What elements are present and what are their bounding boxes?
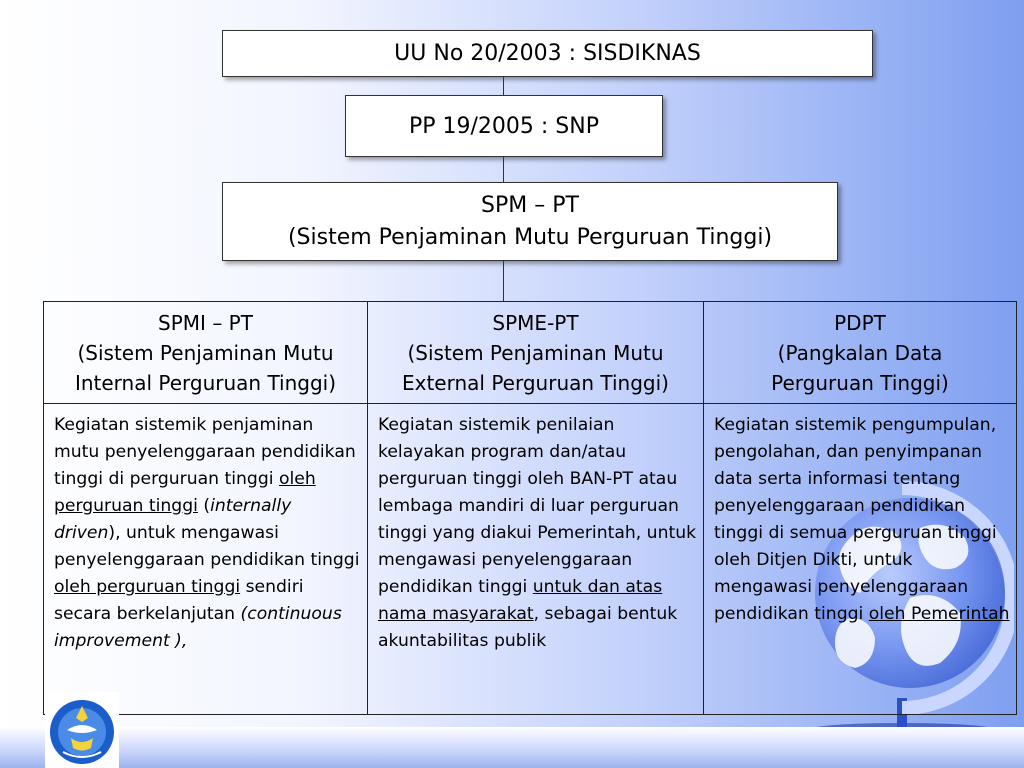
body-pdpt: Kegiatan sistemik pengumpulan, pengolahan, dan penyimpanan data serta informasi tentang penyelenggaraan pendidikan tinggi di semua perguruan tinggi oleh Ditjen Dikti, untuk mengawasi penyelenggaraan pendidikan tinggi oleh Pemerintah	[704, 404, 1017, 715]
body-spme: Kegiatan sistemik penilaian kelayakan program dan/atau perguruan tinggi oleh BAN-PT atau lembaga mandiri di luar perguruan tinggi yang diakui Pemerintah, untuk mengawasi penyelenggaraan pendidikan tinggi untuk dan atas nama masyarakat, sebagai bentuk akuntabilitas publik	[368, 404, 704, 715]
regulation-box	[345, 95, 663, 157]
table-body-row	[44, 404, 1017, 715]
connector-system-table	[503, 260, 504, 301]
header-pdpt: PDPT (Pangkalan Data Perguruan Tinggi)	[704, 302, 1017, 404]
header-spme: SPME-PT (Sistem Penjaminan Mutu External Perguruan Tinggi)	[368, 302, 704, 404]
regulation-label: PP 19/2005 : SNP	[408, 113, 599, 139]
law-label: UU No 20/2003 : SISDIKNAS	[394, 41, 701, 66]
law-box	[222, 30, 873, 77]
connector-law-regulation	[503, 76, 504, 95]
footer-bar	[0, 727, 1024, 768]
body-spmi: Kegiatan sistemik penjaminan mutu penyelenggaraan pendidikan tinggi di perguruan tinggi oleh perguruan tinggi (internally driven), untuk mengawasi penyelenggaraan pendidikan tinggi oleh perguruan tinggi sendiri secara berkelanjutan (continuous improvement ),	[44, 404, 368, 715]
tut-wuri-handayani-logo-icon	[45, 692, 119, 768]
components-table	[43, 301, 1017, 715]
system-subtitle: (Sistem Penjaminan Mutu Perguruan Tinggi)	[287, 224, 773, 250]
system-title: SPM – PT	[481, 192, 579, 218]
table-header-row	[44, 302, 1017, 404]
connector-regulation-system	[503, 156, 504, 182]
header-spmi: SPMI – PT (Sistem Penjaminan Mutu Internal Perguruan Tinggi)	[44, 302, 368, 404]
system-box	[222, 182, 838, 261]
